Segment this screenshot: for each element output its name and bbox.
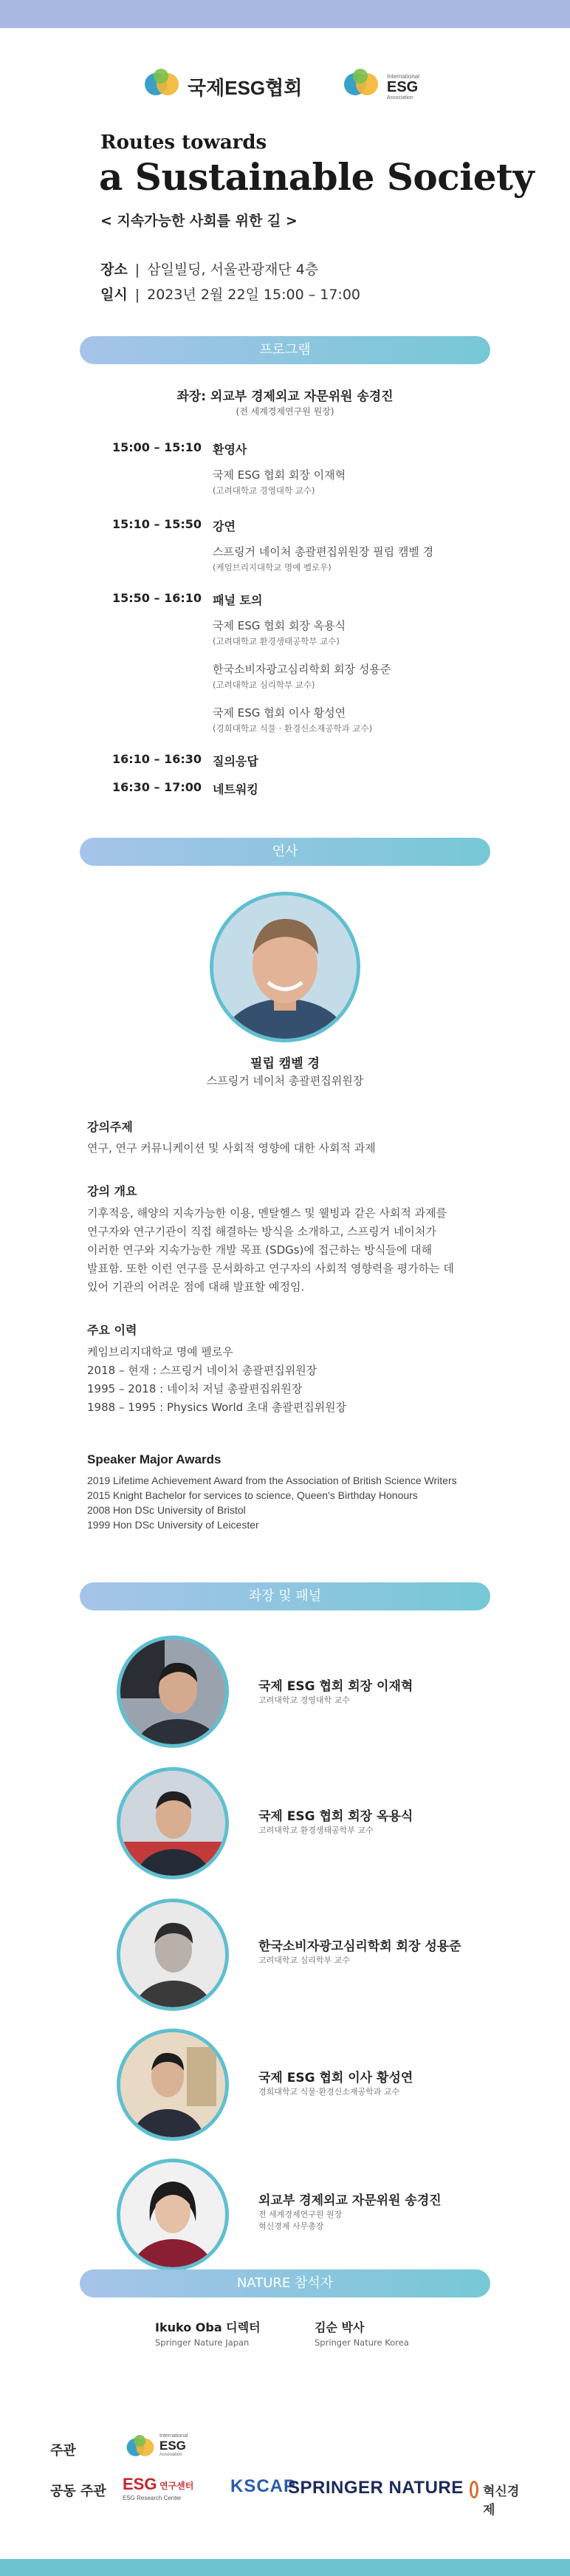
program-person: 한국소비자광고심리학회 회장 성용준 [213, 663, 391, 676]
nature-attendee-org: Springer Nature Korea [315, 2337, 409, 2348]
speaker-name: 필립 캠벨 경 [250, 1056, 320, 1071]
panelist-portrait-icon [120, 2032, 225, 2137]
panelist-name: 국제 ESG 협회 회장 옥용식 [258, 1809, 413, 1824]
panelist-name: 외교부 경제외교 자문위원 송경진 [258, 2193, 442, 2208]
bottom-color-bar [0, 2559, 570, 2576]
panelist-affiliation: 고려대학교 심리학부 교수 [258, 1955, 350, 1965]
date-label: 일시 [100, 287, 128, 303]
speaker-section-header: 연사 [80, 838, 490, 866]
panel-photo [117, 1636, 229, 1748]
program-title: 패널 토의 [213, 593, 263, 607]
career-list: 케임브리지대학교 명예 펠로우 2018 – 현재 : 스프링거 네이처 총괄편집위원장 1995 – 2018 : 네이처 저널 총괄편집위원장 1988 – 1995 : Physics World 초대 총괄편집위원장 [87, 1345, 347, 1414]
nature-attendee-name: 김순 박사 [315, 2320, 365, 2334]
date-row: 일시 | 2023년 2월 22일 15:00 – 17:00 [100, 287, 361, 303]
international-esg-logo-icon [127, 2430, 160, 2464]
program-person-affiliation: (고려대학교 경영대학 교수) [213, 485, 315, 496]
panelist-portrait-icon [120, 1902, 225, 2007]
international-esg-logo-small: International [387, 73, 420, 80]
program-person: 국제 ESG 협회 회장 이재혁 [213, 468, 346, 482]
springer-nature-logo: SPRINGER NATURE [288, 2478, 464, 2498]
panelist-affiliation: 고려대학교 환경생태공학부 교수 [258, 1825, 374, 1835]
awards-list: 2019 Lifetime Achievement Award from the Association of British Science Writers 2015 Knight Bachelor for services to science, Queen's Birthday Honours 2008 Hon DSc University of Bristol 1999 Hon DSc University of Leicester [87, 1475, 457, 1531]
cohost-label: 공동 주관 [50, 2484, 106, 2499]
program-section-header: 프로그램 [80, 336, 490, 364]
panelist-affiliation: 전 세계경제연구원 원장 혁신경제 사무총장 [258, 2210, 343, 2231]
program-title: 네트워킹 [213, 782, 258, 796]
panelist-portrait-icon [120, 1639, 225, 1744]
venue-label: 장소 [100, 262, 128, 278]
panel-photo [117, 2029, 229, 2141]
innovation-economy-logo-icon [470, 2481, 478, 2498]
speaker-portrait-icon [213, 895, 357, 1039]
panelist-portrait-icon [120, 2162, 225, 2267]
lecture-summary-heading: 강의 개요 [87, 1184, 137, 1198]
event-title-line2: a Sustainable Society [99, 155, 535, 199]
panelist-name: 국제 ESG 협회 회장 이재혁 [258, 1679, 413, 1694]
venue-value: 삼일빌딩, 서울관광재단 4층 [147, 262, 319, 278]
program-time: 15:50 – 16:10 [112, 591, 202, 605]
date-value: 2023년 2월 22일 15:00 – 17:00 [147, 287, 361, 303]
program-person-affiliation: (케임브리지대학교 명예 펠로우) [213, 562, 332, 573]
program-title: 강연 [213, 519, 236, 533]
venue-row: 장소 | 삼일빌딩, 서울관광재단 4층 [100, 262, 319, 278]
international-esg-logo-tiny: Association [387, 95, 413, 100]
program-title: 환영사 [213, 443, 247, 457]
career-heading: 주요 이력 [87, 1323, 137, 1337]
lecture-summary: 기후적응, 해양의 지속가능한 이용, 멘탈헬스 및 웰빙과 같은 사회적 과제를 연구자와 연구기관이 직접 해결하는 방식을 소개하고, 스프링거 네이처가 이러한 연구와 지속가능한 개발 목표 (SDGs)에 접근하는 방식들에 대해 발표함. 또한 이런 연구를 문서화하고 연구자의 사회적 영향력을 평가하는 데 있어 기관의 어려운 점에 대해 발표할 예정임. [87, 1206, 454, 1294]
international-esg-logo-big: ESG [387, 79, 419, 95]
speaker-role: 스프링거 네이처 총괄편집위원장 [206, 1074, 364, 1087]
speaker-photo [210, 892, 360, 1042]
host-label: 주관 [50, 2443, 76, 2459]
panelist-affiliation: 경희대학교 식물·환경신소재공학과 교수 [258, 2087, 400, 2097]
program-person-affiliation: (고려대학교 환경생태공학부 교수) [213, 636, 340, 646]
nature-section-header: NATURE 참석자 [80, 2269, 490, 2297]
program-chair-sub: (전 세계경제연구원 원장) [236, 406, 334, 417]
program-chair: 좌장: 외교부 경제외교 자문위원 송경진 [176, 389, 394, 404]
program-person-affiliation: (고려대학교 심리학부 교수) [213, 680, 315, 690]
program-title: 질의응답 [213, 754, 258, 768]
panelist-affiliation: 고려대학교 경영대학 교수 [258, 1695, 350, 1705]
program-person: 스프링거 네이처 총괄편집위원장 필립 캠벨 경 [213, 545, 434, 558]
panelist-name: 국제 ESG 협회 이사 황성연 [258, 2071, 413, 2085]
esg-association-logo-icon [145, 63, 186, 104]
lecture-topic: 연구, 연구 커뮤니케이션 및 사회적 영향에 대한 사회적 과제 [87, 1141, 376, 1155]
international-esg-logo-icon [344, 63, 385, 104]
panel-photo [117, 1899, 229, 2011]
nature-attendee-org: Springer Nature Japan [155, 2337, 250, 2348]
awards-heading: Speaker Major Awards [87, 1452, 222, 1466]
program-time: 15:10 – 15:50 [112, 517, 202, 531]
panel-photo [117, 2159, 229, 2271]
nature-attendee-name: Ikuko Oba 디렉터 [155, 2320, 261, 2334]
panel-photo [117, 1767, 229, 1879]
innovation-economy-logo: 혁신경제 [470, 2475, 529, 2504]
host-logo: International ESG Association [123, 2429, 211, 2466]
esg-research-center-logo: ESG 연구센터 ESG Research Center [123, 2475, 194, 2501]
program-time: 15:00 – 15:10 [112, 440, 202, 454]
panelist-portrait-icon [120, 1771, 225, 1876]
panel-section-header: 좌장 및 패널 [80, 1582, 490, 1610]
top-color-bar [0, 0, 570, 28]
event-subtitle: < 지속가능한 사회를 위한 길 > [100, 213, 298, 229]
program-person-affiliation: (경희대학교 식물 · 환경신소재공학과 교수) [213, 723, 373, 734]
panelist-name: 한국소비자광고심리학회 회장 성용준 [258, 1939, 461, 1954]
program-person: 국제 ESG 협회 회장 옥용식 [213, 619, 346, 632]
esg-association-logo-text: 국제ESG협회 [188, 77, 303, 99]
program-person: 국제 ESG 협회 이사 황성연 [213, 706, 346, 720]
program-time: 16:30 – 17:00 [112, 780, 202, 794]
program-time: 16:10 – 16:30 [112, 752, 202, 766]
kscap-logo: KSCAP [230, 2476, 297, 2496]
event-title-line1: Routes towards [100, 131, 267, 154]
lecture-topic-heading: 강의주제 [87, 1120, 133, 1134]
header-logos [0, 63, 570, 107]
